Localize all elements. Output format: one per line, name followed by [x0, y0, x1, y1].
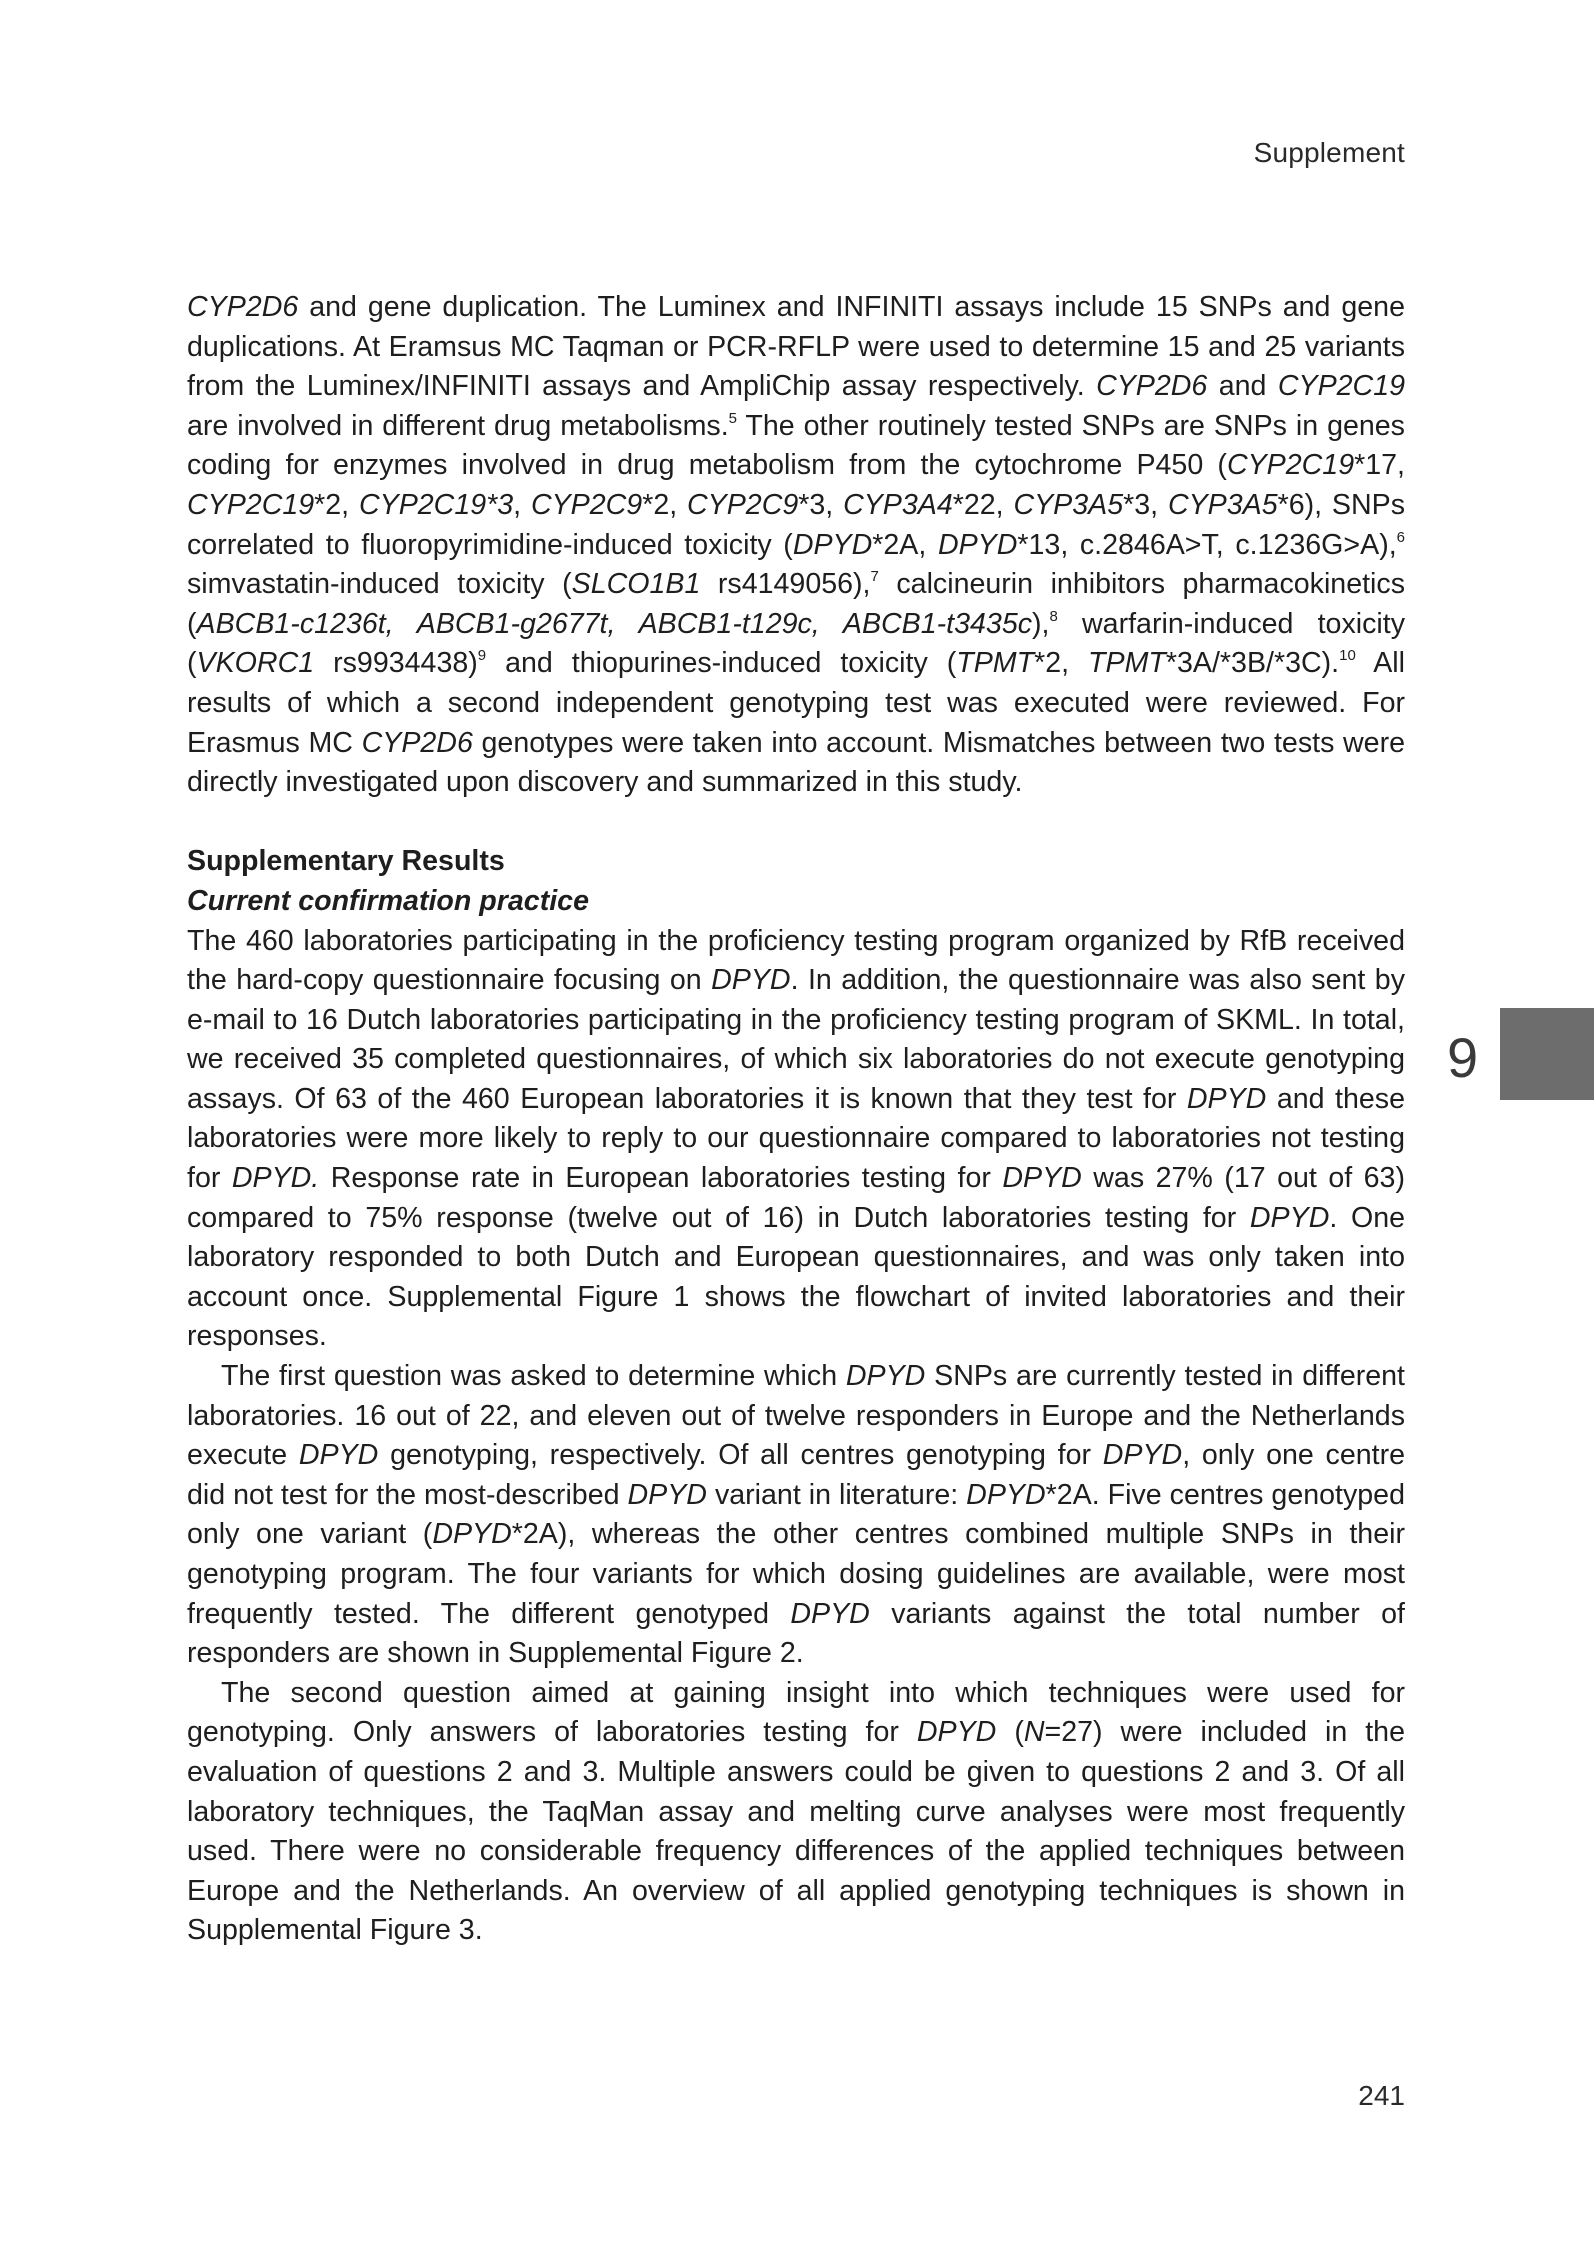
chapter-tab-marker	[1500, 1008, 1594, 1100]
citation-5: 5	[728, 409, 737, 427]
subsection-heading: Current confirmation practice	[187, 884, 589, 917]
body-text	[187, 288, 1405, 1951]
section-heading: Supplementary Results	[187, 845, 505, 878]
chapter-tab-number: 9	[1447, 1026, 1479, 1089]
paragraph-first-question: The first question was asked to determine which DPYD SNPs are currently tested in different laboratories. 16 out of 22, and eleven out of twelve responders in Europe and the Netherlands execute DPYD genotyping, respectively. Of all centres genotyping for DPYD, only one centre did not test for the most-described DPYD variant in literature: DPYD*2A. Five centres genotyped only one variant (DPYD*2A), whereas the other centres combined multiple SNPs in their genotyping program. The four variants for which dosing guidelines are available, were most frequently tested. The different genotyped DPYD variants against the total number of responders are shown in Supplemental Figure 2.	[187, 1360, 1405, 1670]
citation-7: 7	[870, 568, 879, 586]
citation-8: 8	[1049, 607, 1058, 625]
paragraph-methods-continued: CYP2D6 and gene duplication. The Luminex and INFINITI assays include 15 SNPs and gene duplications. At Eramsus MC Taqman or PCR-RFLP were used to determine 15 and 25 variants from the Luminex/INFINITI assays and AmpliChip assay respectively. CYP2D6 and CYP2C19 are involved in different drug metabolisms.$^5$ The other routinely tested SNPs are SNPs in genes coding for enzymes involved in drug metabolism from the cytochrome P450 (CYP2C19*17, CYP2C19*2, CYP2C19*3, CYP2C9*2, CYP2C9*3, CYP3A4*22, CYP3A5*3, CYP3A5*6), SNPs correlated to fluoropyrimidine-induced toxicity (DPYD*2A, DPYD*13, c.2846A>T, c.1236G>A),$^6$ simvastatin-induced toxicity (SLCO1B1 rs4149056),$^7$ calcineurin inhibitors pharmacokinetics (ABCB1-c1236t, ABCB1-g2677t, ABCB1-t129c, ABCB1-t3435c),$^8$ warfarin-induced toxicity (VKORC1 rs9934438)$^9$ and thiopurines-induced toxicity (TPMT*2, TPMT*3A/*3B/*3C).$^{10}$ All results of which a second independent genotyping test was executed were reviewed. For Erasmus MC CYP2D6 genotypes were taken into account. Mismatches between two tests were directly investigated upon discovery and summarized in this study.	[187, 291, 1406, 799]
paragraph-second-question: The second question aimed at gaining insight into which techniques were used for genotyping. Only answers of laboratories testing for DPYD (N=27) were included in the evaluation of questions 2 and 3. Multiple answers could be given to questions 2 and 3. Of all laboratory techniques, the TaqMan assay and melting curve analyses were most frequently used. There were no considerable frequency differences of the applied techniques between Europe and the Netherlands. An overview of all applied genotyping techniques is shown in Supplemental Figure 3.	[187, 1676, 1405, 1947]
paragraph-questionnaire: The 460 laboratories participating in the proficiency testing program organized by RfB received the hard-copy questionnaire focusing on DPYD. In addition, the questionnaire was also sent by e-mail to 16 Dutch laboratories participating in the proficiency testing program of SKML. In total, we received 35 completed questionnaires, of which six laboratories do not execute genotyping assays. Of 63 of the 460 European laboratories it is known that they test for DPYD and these laboratories were more likely to reply to our questionnaire compared to laboratories not testing for DPYD. Response rate in European laboratories testing for DPYD was 27% (17 out of 63) compared to 75% response (twelve out of 16) in Dutch laboratories testing for DPYD. One laboratory responded to both Dutch and European questionnaires, and was only taken into account once. Supplemental Figure 1 shows the flowchart of invited laboratories and their responses.	[187, 924, 1406, 1353]
citation-6: 6	[1396, 528, 1405, 546]
citation-10: 10	[1339, 647, 1356, 665]
running-header: Supplement	[1253, 137, 1405, 168]
spacer	[187, 803, 1405, 843]
citation-9: 9	[477, 647, 487, 665]
page-number: 241	[1358, 2080, 1405, 2111]
